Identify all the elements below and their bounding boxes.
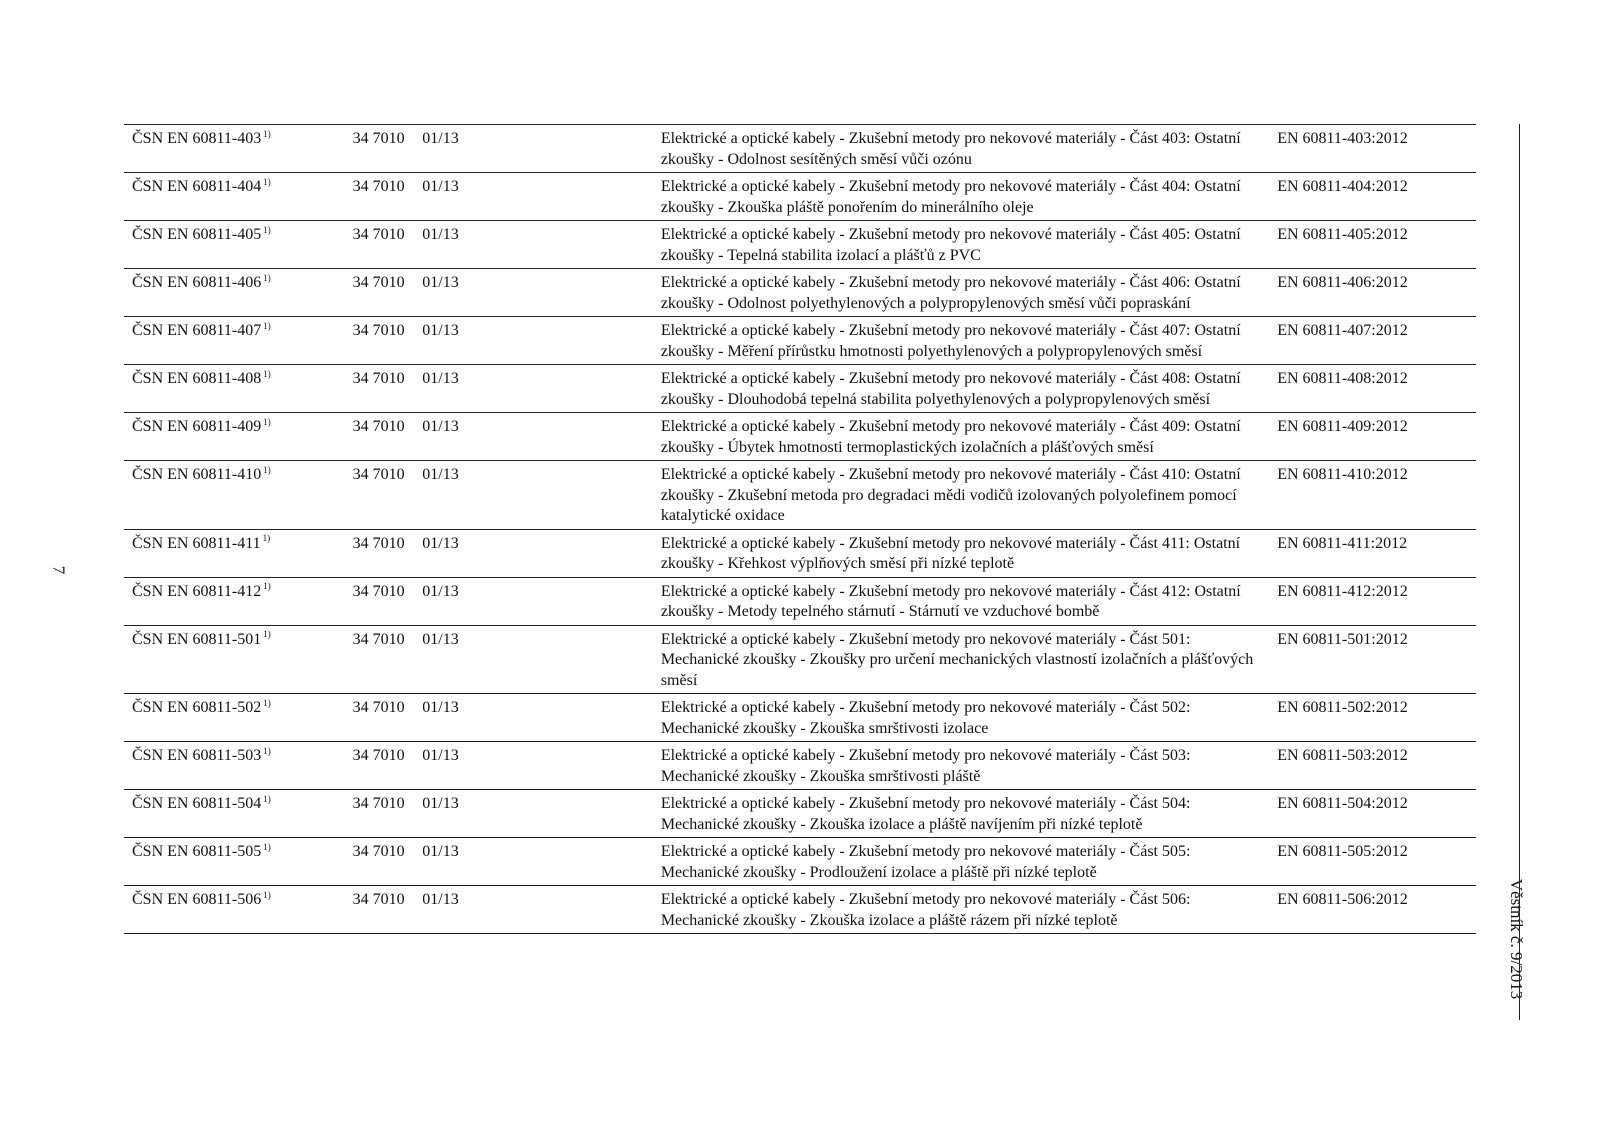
footnote-mark: 1) [263, 320, 271, 331]
footnote-mark: 1) [263, 368, 271, 379]
footnote-mark: 1) [262, 533, 271, 544]
date-cell: 01/13 [422, 322, 459, 339]
date-cell: 01/13 [422, 630, 459, 648]
footnote-mark: 1) [263, 464, 271, 475]
table-row [124, 461, 1476, 530]
date-cell: 01/13 [422, 582, 459, 600]
table-row [124, 530, 1476, 578]
equiv-cell: EN 60811-410:2012 [1277, 466, 1408, 483]
title-cell: Elektrické a optické kabely - Zkušební metody pro nekovové materiály - Část 409: Ostatní zkoušky - Úbytek hmotnosti termoplastických izolačních a plášťových směsí [660, 418, 1241, 456]
norm-code: ČSN EN 60811-504 [132, 795, 262, 812]
title-cell: Elektrické a optické kabely - Zkušební metody pro nekovové materiály - Část 504: Mechanické zkoušky - Zkouška izolace a pláště navíjením při nízké teplotě [660, 795, 1191, 833]
date-cell: 01/13 [422, 178, 459, 195]
equiv-cell: EN 60811-503:2012 [1277, 747, 1408, 764]
equiv-cell: EN 60811-501:2012 [1277, 630, 1408, 648]
norm-code: ČSN EN 60811-411 [132, 534, 261, 552]
date-cell: 01/13 [422, 130, 459, 147]
equiv-cell: EN 60811-506:2012 [1277, 891, 1408, 908]
norm-cell [124, 225, 353, 266]
class-cell: 34 7010 [352, 630, 405, 648]
norm-code: ČSN EN 60811-502 [132, 699, 262, 716]
norm-code: ČSN EN 60811-407 [132, 322, 262, 339]
norm-code: ČSN EN 60811-405 [132, 226, 262, 243]
equiv-cell: EN 60811-405:2012 [1277, 226, 1408, 243]
footnote-mark: 1) [263, 629, 271, 640]
table-row [124, 790, 1476, 838]
norm-code: ČSN EN 60811-410 [132, 466, 262, 483]
title-cell: Elektrické a optické kabely - Zkušební metody pro nekovové materiály - Část 408: Ostatní zkoušky - Dlouhodobá tepelná stabilita polyethylenových a polypropylenových směsí [660, 370, 1241, 408]
norm-cell [124, 177, 353, 218]
date-cell: 01/13 [422, 891, 459, 908]
equiv-cell: EN 60811-409:2012 [1277, 418, 1408, 435]
table-row [124, 365, 1476, 413]
norm-cell [124, 321, 353, 362]
class-cell: 34 7010 [352, 178, 405, 195]
norm-cell [124, 698, 353, 739]
title-cell: Elektrické a optické kabely - Zkušební metody pro nekovové materiály - Část 410: Ostatní zkoušky - Zkušební metoda pro degradaci mědi vodičů izolovaných polyolefinem pomocí katalytické oxidace [660, 466, 1241, 524]
date-cell: 01/13 [422, 843, 459, 860]
table-row [124, 173, 1476, 221]
footnote-mark: 1) [263, 793, 271, 804]
date-cell: 01/13 [422, 747, 459, 764]
title-cell: Elektrické a optické kabely - Zkušební metody pro nekovové materiály - Část 412: Ostatní zkoušky - Metody tepelného stárnutí - Stárnutí ve vzduchové bombě [660, 582, 1241, 620]
table-row [124, 269, 1476, 317]
page-number: 7 [49, 565, 69, 575]
class-cell: 34 7010 [352, 843, 405, 860]
title-cell: Elektrické a optické kabely - Zkušební metody pro nekovové materiály - Část 404: Ostatní zkoušky - Zkouška pláště ponořením do minerálního oleje [660, 178, 1241, 216]
norm-cell [124, 890, 353, 931]
norm-code: ČSN EN 60811-506 [132, 891, 262, 908]
class-cell: 34 7010 [352, 747, 405, 764]
class-cell: 34 7010 [352, 370, 405, 387]
norm-code: ČSN EN 60811-412 [132, 582, 262, 600]
footnote-mark: 1) [263, 224, 271, 235]
table-row [124, 838, 1476, 886]
norm-code: ČSN EN 60811-406 [132, 274, 262, 291]
footnote-mark: 1) [263, 176, 271, 187]
table-row [124, 413, 1476, 461]
title-cell: Elektrické a optické kabely - Zkušební metody pro nekovové materiály - Část 403: Ostatní zkoušky - Odolnost sesítěných směsí vůči ozónu [660, 130, 1241, 168]
class-cell: 34 7010 [352, 274, 405, 291]
norm-code: ČSN EN 60811-501 [132, 630, 262, 648]
class-cell: 34 7010 [352, 582, 405, 600]
equiv-cell: EN 60811-408:2012 [1277, 370, 1408, 387]
norm-cell [124, 129, 353, 170]
title-cell: Elektrické a optické kabely - Zkušební metody pro nekovové materiály - Část 406: Ostatní zkoušky - Odolnost polyethylenových a polypropylenových směsí vůči popraskání [660, 274, 1241, 312]
equiv-cell: EN 60811-412:2012 [1277, 582, 1408, 600]
table-row [124, 125, 1476, 173]
table-row [124, 626, 1476, 695]
footnote-mark: 1) [263, 272, 271, 283]
equiv-cell: EN 60811-404:2012 [1277, 178, 1408, 195]
equiv-cell: EN 60811-505:2012 [1277, 843, 1408, 860]
title-cell: Elektrické a optické kabely - Zkušební metody pro nekovové materiály - Část 505: Mechanické zkoušky - Prodloužení izolace a pláště při nízké teplotě [660, 843, 1191, 881]
norm-code: ČSN EN 60811-503 [132, 747, 262, 764]
norm-cell [124, 842, 353, 883]
equiv-cell: EN 60811-411:2012 [1277, 534, 1408, 552]
norm-cell [124, 534, 353, 575]
norm-cell [124, 273, 353, 314]
norm-cell [124, 369, 353, 410]
class-cell: 34 7010 [352, 466, 405, 483]
footnote-mark: 1) [263, 841, 271, 852]
footnote-mark: 1) [263, 128, 271, 139]
side-rule [1519, 124, 1520, 1020]
norm-code: ČSN EN 60811-408 [132, 370, 262, 387]
equiv-cell: EN 60811-504:2012 [1277, 795, 1408, 812]
title-cell: Elektrické a optické kabely - Zkušební metody pro nekovové materiály - Část 407: Ostatní zkoušky - Měření přírůstku hmotnosti polyethylenových a polypropylenových směsí [660, 322, 1241, 360]
class-cell: 34 7010 [352, 699, 405, 716]
footnote-mark: 1) [263, 889, 271, 900]
date-cell: 01/13 [422, 418, 459, 435]
title-cell: Elektrické a optické kabely - Zkušební metody pro nekovové materiály - Část 506: Mechanické zkoušky - Zkouška izolace a pláště rázem při nízké teplotě [660, 891, 1191, 929]
title-cell: Elektrické a optické kabely - Zkušební metody pro nekovové materiály - Část 501: Mechanické zkoušky - Zkoušky pro určení mechanických vlastností izolačních a plášťových směsí [660, 630, 1254, 689]
date-cell: 01/13 [422, 534, 459, 552]
date-cell: 01/13 [422, 699, 459, 716]
footnote-mark: 1) [263, 416, 271, 427]
table-row [124, 742, 1476, 790]
norm-code: ČSN EN 60811-404 [132, 178, 262, 195]
class-cell: 34 7010 [352, 795, 405, 812]
date-cell: 01/13 [422, 795, 459, 812]
class-cell: 34 7010 [352, 418, 405, 435]
table-row [124, 694, 1476, 742]
date-cell: 01/13 [422, 370, 459, 387]
footnote-mark: 1) [263, 697, 271, 708]
norm-code: ČSN EN 60811-505 [132, 843, 262, 860]
title-cell: Elektrické a optické kabely - Zkušební metody pro nekovové materiály - Část 503: Mechanické zkoušky - Zkouška smrštivosti pláště [660, 747, 1191, 785]
norm-cell [124, 465, 353, 527]
title-cell: Elektrické a optické kabely - Zkušební metody pro nekovové materiály - Část 502: Mechanické zkoušky - Zkouška smrštivosti izolace [660, 699, 1191, 737]
norm-cell [124, 794, 353, 835]
norm-code: ČSN EN 60811-403 [132, 130, 262, 147]
class-cell: 34 7010 [352, 534, 405, 552]
norm-code: ČSN EN 60811-409 [132, 418, 262, 435]
table-row [124, 221, 1476, 269]
table-row [124, 578, 1476, 626]
norm-cell [124, 746, 353, 787]
footnote-mark: 1) [263, 745, 271, 756]
class-cell: 34 7010 [352, 130, 405, 147]
norm-cell [124, 582, 353, 623]
footnote-mark: 1) [263, 581, 271, 592]
class-cell: 34 7010 [352, 322, 405, 339]
equiv-cell: EN 60811-502:2012 [1277, 699, 1408, 716]
date-cell: 01/13 [422, 466, 459, 483]
title-cell: Elektrické a optické kabely - Zkušební metody pro nekovové materiály - Část 405: Ostatní zkoušky - Tepelná stabilita izolací a plášťů z PVC [660, 226, 1241, 264]
equiv-cell: EN 60811-403:2012 [1277, 130, 1408, 147]
date-cell: 01/13 [422, 226, 459, 243]
journal-title: Věstník č. 9/2013 [1507, 878, 1526, 1000]
table-row [124, 886, 1476, 934]
standards-table [124, 124, 1476, 934]
class-cell: 34 7010 [352, 226, 405, 243]
table-row [124, 317, 1476, 365]
class-cell: 34 7010 [352, 891, 405, 908]
norm-cell [124, 630, 353, 692]
date-cell: 01/13 [422, 274, 459, 291]
equiv-cell: EN 60811-407:2012 [1277, 322, 1408, 339]
title-cell: Elektrické a optické kabely - Zkušební metody pro nekovové materiály - Část 411: Ostatní zkoušky - Křehkost výplňových směsí při nízké teplotě [660, 534, 1241, 572]
norm-cell [124, 417, 353, 458]
equiv-cell: EN 60811-406:2012 [1277, 274, 1408, 291]
